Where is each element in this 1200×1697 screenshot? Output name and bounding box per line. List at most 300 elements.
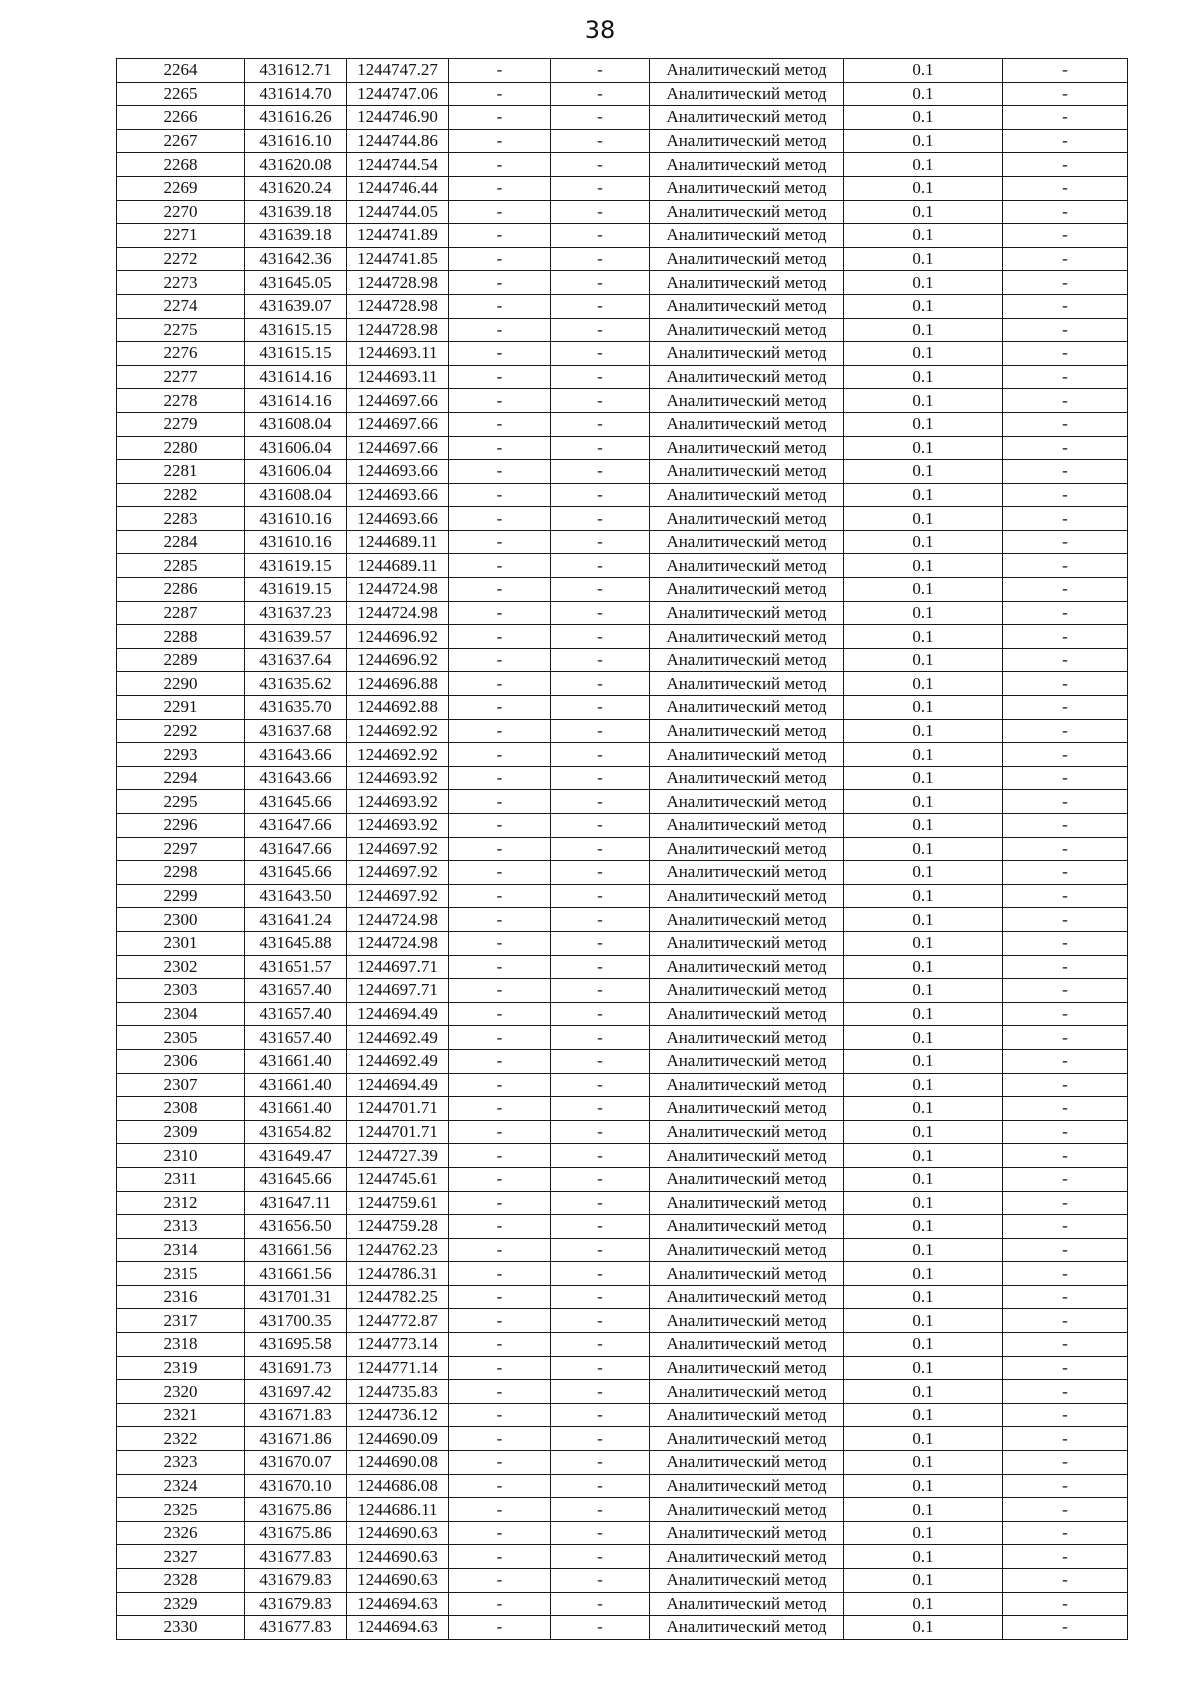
point-number-cell: 2302 bbox=[117, 955, 245, 979]
empty-cell-c: - bbox=[1003, 1262, 1128, 1286]
point-number-cell: 2264 bbox=[117, 59, 245, 83]
empty-cell-c: - bbox=[1003, 1309, 1128, 1333]
x-coordinate-cell: 431647.11 bbox=[245, 1191, 347, 1215]
method-cell: Аналитический метод bbox=[650, 1380, 844, 1404]
method-cell: Аналитический метод bbox=[650, 696, 844, 720]
x-coordinate-cell: 431645.66 bbox=[245, 1167, 347, 1191]
method-cell: Аналитический метод bbox=[650, 601, 844, 625]
empty-cell-a: - bbox=[449, 1026, 551, 1050]
accuracy-cell: 0.1 bbox=[844, 129, 1003, 153]
empty-cell-b: - bbox=[551, 719, 650, 743]
x-coordinate-cell: 431643.50 bbox=[245, 884, 347, 908]
empty-cell-b: - bbox=[551, 365, 650, 389]
y-coordinate-cell: 1244689.11 bbox=[347, 554, 449, 578]
point-number-cell: 2266 bbox=[117, 106, 245, 130]
empty-cell-c: - bbox=[1003, 672, 1128, 696]
empty-cell-c: - bbox=[1003, 176, 1128, 200]
y-coordinate-cell: 1244694.49 bbox=[347, 1002, 449, 1026]
empty-cell-a: - bbox=[449, 1498, 551, 1522]
empty-cell-a: - bbox=[449, 271, 551, 295]
point-number-cell: 2277 bbox=[117, 365, 245, 389]
y-coordinate-cell: 1244746.44 bbox=[347, 176, 449, 200]
empty-cell-c: - bbox=[1003, 129, 1128, 153]
empty-cell-c: - bbox=[1003, 1049, 1128, 1073]
accuracy-cell: 0.1 bbox=[844, 176, 1003, 200]
table-row bbox=[117, 224, 1128, 248]
method-cell: Аналитический метод bbox=[650, 1333, 844, 1357]
accuracy-cell: 0.1 bbox=[844, 1144, 1003, 1168]
accuracy-cell: 0.1 bbox=[844, 554, 1003, 578]
empty-cell-c: - bbox=[1003, 1285, 1128, 1309]
y-coordinate-cell: 1244696.92 bbox=[347, 625, 449, 649]
table-row bbox=[117, 884, 1128, 908]
empty-cell-b: - bbox=[551, 908, 650, 932]
empty-cell-c: - bbox=[1003, 82, 1128, 106]
method-cell: Аналитический метод bbox=[650, 743, 844, 767]
table-row bbox=[117, 1262, 1128, 1286]
table-row bbox=[117, 1616, 1128, 1640]
empty-cell-a: - bbox=[449, 1238, 551, 1262]
point-number-cell: 2315 bbox=[117, 1262, 245, 1286]
y-coordinate-cell: 1244692.49 bbox=[347, 1049, 449, 1073]
accuracy-cell: 0.1 bbox=[844, 1309, 1003, 1333]
empty-cell-a: - bbox=[449, 1380, 551, 1404]
empty-cell-a: - bbox=[449, 719, 551, 743]
method-cell: Аналитический метод bbox=[650, 224, 844, 248]
empty-cell-a: - bbox=[449, 247, 551, 271]
point-number-cell: 2288 bbox=[117, 625, 245, 649]
empty-cell-a: - bbox=[449, 106, 551, 130]
empty-cell-c: - bbox=[1003, 1215, 1128, 1239]
y-coordinate-cell: 1244694.49 bbox=[347, 1073, 449, 1097]
method-cell: Аналитический метод bbox=[650, 1285, 844, 1309]
empty-cell-c: - bbox=[1003, 554, 1128, 578]
y-coordinate-cell: 1244690.63 bbox=[347, 1545, 449, 1569]
table-row bbox=[117, 814, 1128, 838]
empty-cell-b: - bbox=[551, 1167, 650, 1191]
empty-cell-c: - bbox=[1003, 766, 1128, 790]
table-row bbox=[117, 1498, 1128, 1522]
accuracy-cell: 0.1 bbox=[844, 743, 1003, 767]
empty-cell-b: - bbox=[551, 1569, 650, 1593]
empty-cell-a: - bbox=[449, 365, 551, 389]
accuracy-cell: 0.1 bbox=[844, 483, 1003, 507]
empty-cell-b: - bbox=[551, 1380, 650, 1404]
empty-cell-a: - bbox=[449, 814, 551, 838]
method-cell: Аналитический метод bbox=[650, 271, 844, 295]
y-coordinate-cell: 1244746.90 bbox=[347, 106, 449, 130]
y-coordinate-cell: 1244697.71 bbox=[347, 979, 449, 1003]
empty-cell-c: - bbox=[1003, 696, 1128, 720]
x-coordinate-cell: 431615.15 bbox=[245, 342, 347, 366]
empty-cell-c: - bbox=[1003, 1356, 1128, 1380]
method-cell: Аналитический метод bbox=[650, 837, 844, 861]
empty-cell-a: - bbox=[449, 1356, 551, 1380]
empty-cell-a: - bbox=[449, 59, 551, 83]
empty-cell-c: - bbox=[1003, 436, 1128, 460]
method-cell: Аналитический метод bbox=[650, 955, 844, 979]
method-cell: Аналитический метод bbox=[650, 436, 844, 460]
empty-cell-a: - bbox=[449, 696, 551, 720]
x-coordinate-cell: 431620.24 bbox=[245, 176, 347, 200]
empty-cell-b: - bbox=[551, 436, 650, 460]
point-number-cell: 2304 bbox=[117, 1002, 245, 1026]
y-coordinate-cell: 1244728.98 bbox=[347, 318, 449, 342]
empty-cell-b: - bbox=[551, 1474, 650, 1498]
accuracy-cell: 0.1 bbox=[844, 224, 1003, 248]
empty-cell-a: - bbox=[449, 1521, 551, 1545]
point-number-cell: 2313 bbox=[117, 1215, 245, 1239]
table-row bbox=[117, 247, 1128, 271]
y-coordinate-cell: 1244759.61 bbox=[347, 1191, 449, 1215]
empty-cell-a: - bbox=[449, 884, 551, 908]
method-cell: Аналитический метод bbox=[650, 530, 844, 554]
method-cell: Аналитический метод bbox=[650, 1616, 844, 1640]
accuracy-cell: 0.1 bbox=[844, 719, 1003, 743]
x-coordinate-cell: 431614.16 bbox=[245, 365, 347, 389]
empty-cell-b: - bbox=[551, 1238, 650, 1262]
table-row bbox=[117, 861, 1128, 885]
table-row bbox=[117, 436, 1128, 460]
point-number-cell: 2279 bbox=[117, 412, 245, 436]
y-coordinate-cell: 1244762.23 bbox=[347, 1238, 449, 1262]
empty-cell-a: - bbox=[449, 176, 551, 200]
accuracy-cell: 0.1 bbox=[844, 82, 1003, 106]
accuracy-cell: 0.1 bbox=[844, 59, 1003, 83]
empty-cell-c: - bbox=[1003, 1545, 1128, 1569]
table-row bbox=[117, 743, 1128, 767]
empty-cell-c: - bbox=[1003, 1191, 1128, 1215]
method-cell: Аналитический метод bbox=[650, 247, 844, 271]
method-cell: Аналитический метод bbox=[650, 979, 844, 1003]
table-row bbox=[117, 1026, 1128, 1050]
empty-cell-a: - bbox=[449, 1191, 551, 1215]
method-cell: Аналитический метод bbox=[650, 82, 844, 106]
x-coordinate-cell: 431670.07 bbox=[245, 1451, 347, 1475]
y-coordinate-cell: 1244744.05 bbox=[347, 200, 449, 224]
point-number-cell: 2270 bbox=[117, 200, 245, 224]
empty-cell-b: - bbox=[551, 1144, 650, 1168]
y-coordinate-cell: 1244744.54 bbox=[347, 153, 449, 177]
empty-cell-a: - bbox=[449, 766, 551, 790]
y-coordinate-cell: 1244724.98 bbox=[347, 931, 449, 955]
table-row bbox=[117, 294, 1128, 318]
accuracy-cell: 0.1 bbox=[844, 790, 1003, 814]
method-cell: Аналитический метод bbox=[650, 1215, 844, 1239]
table-row bbox=[117, 1120, 1128, 1144]
x-coordinate-cell: 431647.66 bbox=[245, 837, 347, 861]
y-coordinate-cell: 1244697.71 bbox=[347, 955, 449, 979]
point-number-cell: 2268 bbox=[117, 153, 245, 177]
x-coordinate-cell: 431645.88 bbox=[245, 931, 347, 955]
empty-cell-b: - bbox=[551, 530, 650, 554]
y-coordinate-cell: 1244701.71 bbox=[347, 1097, 449, 1121]
method-cell: Аналитический метод bbox=[650, 153, 844, 177]
empty-cell-a: - bbox=[449, 389, 551, 413]
x-coordinate-cell: 431645.05 bbox=[245, 271, 347, 295]
y-coordinate-cell: 1244697.66 bbox=[347, 389, 449, 413]
empty-cell-a: - bbox=[449, 1002, 551, 1026]
method-cell: Аналитический метод bbox=[650, 294, 844, 318]
page-number: 38 bbox=[584, 16, 616, 44]
accuracy-cell: 0.1 bbox=[844, 342, 1003, 366]
point-number-cell: 2275 bbox=[117, 318, 245, 342]
empty-cell-b: - bbox=[551, 601, 650, 625]
empty-cell-a: - bbox=[449, 1262, 551, 1286]
accuracy-cell: 0.1 bbox=[844, 1026, 1003, 1050]
empty-cell-a: - bbox=[449, 743, 551, 767]
method-cell: Аналитический метод bbox=[650, 578, 844, 602]
empty-cell-a: - bbox=[449, 460, 551, 484]
empty-cell-b: - bbox=[551, 389, 650, 413]
method-cell: Аналитический метод bbox=[650, 1309, 844, 1333]
table-row bbox=[117, 483, 1128, 507]
method-cell: Аналитический метод bbox=[650, 672, 844, 696]
table-row bbox=[117, 625, 1128, 649]
accuracy-cell: 0.1 bbox=[844, 931, 1003, 955]
point-number-cell: 2309 bbox=[117, 1120, 245, 1144]
empty-cell-b: - bbox=[551, 1616, 650, 1640]
point-number-cell: 2294 bbox=[117, 766, 245, 790]
empty-cell-b: - bbox=[551, 1073, 650, 1097]
empty-cell-b: - bbox=[551, 1498, 650, 1522]
accuracy-cell: 0.1 bbox=[844, 861, 1003, 885]
empty-cell-a: - bbox=[449, 530, 551, 554]
x-coordinate-cell: 431637.64 bbox=[245, 648, 347, 672]
table-row bbox=[117, 766, 1128, 790]
table-row bbox=[117, 719, 1128, 743]
table-row bbox=[117, 530, 1128, 554]
empty-cell-c: - bbox=[1003, 294, 1128, 318]
empty-cell-b: - bbox=[551, 1545, 650, 1569]
table-row bbox=[117, 1285, 1128, 1309]
method-cell: Аналитический метод bbox=[650, 1403, 844, 1427]
empty-cell-c: - bbox=[1003, 1167, 1128, 1191]
empty-cell-a: - bbox=[449, 483, 551, 507]
empty-cell-b: - bbox=[551, 1592, 650, 1616]
x-coordinate-cell: 431642.36 bbox=[245, 247, 347, 271]
x-coordinate-cell: 431675.86 bbox=[245, 1498, 347, 1522]
method-cell: Аналитический метод bbox=[650, 365, 844, 389]
accuracy-cell: 0.1 bbox=[844, 1191, 1003, 1215]
x-coordinate-cell: 431619.15 bbox=[245, 554, 347, 578]
empty-cell-a: - bbox=[449, 1049, 551, 1073]
empty-cell-b: - bbox=[551, 554, 650, 578]
method-cell: Аналитический метод bbox=[650, 1262, 844, 1286]
method-cell: Аналитический метод bbox=[650, 342, 844, 366]
empty-cell-c: - bbox=[1003, 224, 1128, 248]
x-coordinate-cell: 431614.16 bbox=[245, 389, 347, 413]
table-row bbox=[117, 507, 1128, 531]
method-cell: Аналитический метод bbox=[650, 1097, 844, 1121]
y-coordinate-cell: 1244786.31 bbox=[347, 1262, 449, 1286]
empty-cell-b: - bbox=[551, 837, 650, 861]
table-row bbox=[117, 672, 1128, 696]
empty-cell-c: - bbox=[1003, 814, 1128, 838]
method-cell: Аналитический метод bbox=[650, 1049, 844, 1073]
empty-cell-c: - bbox=[1003, 1616, 1128, 1640]
x-coordinate-cell: 431670.10 bbox=[245, 1474, 347, 1498]
empty-cell-b: - bbox=[551, 743, 650, 767]
empty-cell-c: - bbox=[1003, 931, 1128, 955]
empty-cell-a: - bbox=[449, 1474, 551, 1498]
x-coordinate-cell: 431671.83 bbox=[245, 1403, 347, 1427]
empty-cell-a: - bbox=[449, 318, 551, 342]
y-coordinate-cell: 1244694.63 bbox=[347, 1592, 449, 1616]
empty-cell-b: - bbox=[551, 318, 650, 342]
empty-cell-c: - bbox=[1003, 1498, 1128, 1522]
accuracy-cell: 0.1 bbox=[844, 1285, 1003, 1309]
x-coordinate-cell: 431608.04 bbox=[245, 483, 347, 507]
empty-cell-c: - bbox=[1003, 790, 1128, 814]
method-cell: Аналитический метод bbox=[650, 1356, 844, 1380]
empty-cell-b: - bbox=[551, 884, 650, 908]
y-coordinate-cell: 1244747.27 bbox=[347, 59, 449, 83]
y-coordinate-cell: 1244741.89 bbox=[347, 224, 449, 248]
empty-cell-a: - bbox=[449, 436, 551, 460]
x-coordinate-cell: 431671.86 bbox=[245, 1427, 347, 1451]
empty-cell-b: - bbox=[551, 1356, 650, 1380]
y-coordinate-cell: 1244689.11 bbox=[347, 530, 449, 554]
accuracy-cell: 0.1 bbox=[844, 1427, 1003, 1451]
point-number-cell: 2284 bbox=[117, 530, 245, 554]
empty-cell-a: - bbox=[449, 1616, 551, 1640]
table-row bbox=[117, 271, 1128, 295]
empty-cell-c: - bbox=[1003, 318, 1128, 342]
method-cell: Аналитический метод bbox=[650, 1120, 844, 1144]
accuracy-cell: 0.1 bbox=[844, 294, 1003, 318]
point-number-cell: 2295 bbox=[117, 790, 245, 814]
accuracy-cell: 0.1 bbox=[844, 648, 1003, 672]
point-number-cell: 2323 bbox=[117, 1451, 245, 1475]
method-cell: Аналитический метод bbox=[650, 766, 844, 790]
x-coordinate-cell: 431641.24 bbox=[245, 908, 347, 932]
accuracy-cell: 0.1 bbox=[844, 460, 1003, 484]
empty-cell-c: - bbox=[1003, 1097, 1128, 1121]
method-cell: Аналитический метод bbox=[650, 59, 844, 83]
empty-cell-a: - bbox=[449, 1403, 551, 1427]
y-coordinate-cell: 1244692.92 bbox=[347, 743, 449, 767]
y-coordinate-cell: 1244696.88 bbox=[347, 672, 449, 696]
x-coordinate-cell: 431677.83 bbox=[245, 1545, 347, 1569]
accuracy-cell: 0.1 bbox=[844, 1002, 1003, 1026]
accuracy-cell: 0.1 bbox=[844, 1120, 1003, 1144]
accuracy-cell: 0.1 bbox=[844, 672, 1003, 696]
y-coordinate-cell: 1244701.71 bbox=[347, 1120, 449, 1144]
point-number-cell: 2328 bbox=[117, 1569, 245, 1593]
empty-cell-b: - bbox=[551, 1427, 650, 1451]
x-coordinate-cell: 431610.16 bbox=[245, 530, 347, 554]
x-coordinate-cell: 431695.58 bbox=[245, 1333, 347, 1357]
table-row bbox=[117, 389, 1128, 413]
point-number-cell: 2287 bbox=[117, 601, 245, 625]
point-number-cell: 2299 bbox=[117, 884, 245, 908]
y-coordinate-cell: 1244696.92 bbox=[347, 648, 449, 672]
empty-cell-a: - bbox=[449, 1073, 551, 1097]
accuracy-cell: 0.1 bbox=[844, 1451, 1003, 1475]
empty-cell-c: - bbox=[1003, 908, 1128, 932]
empty-cell-a: - bbox=[449, 1097, 551, 1121]
table-row bbox=[117, 1073, 1128, 1097]
method-cell: Аналитический метод bbox=[650, 931, 844, 955]
table-row bbox=[117, 460, 1128, 484]
method-cell: Аналитический метод bbox=[650, 176, 844, 200]
empty-cell-b: - bbox=[551, 247, 650, 271]
table-row bbox=[117, 200, 1128, 224]
point-number-cell: 2303 bbox=[117, 979, 245, 1003]
empty-cell-a: - bbox=[449, 554, 551, 578]
empty-cell-c: - bbox=[1003, 412, 1128, 436]
method-cell: Аналитический метод bbox=[650, 1521, 844, 1545]
accuracy-cell: 0.1 bbox=[844, 1545, 1003, 1569]
empty-cell-c: - bbox=[1003, 483, 1128, 507]
table-row bbox=[117, 129, 1128, 153]
empty-cell-a: - bbox=[449, 1285, 551, 1309]
y-coordinate-cell: 1244771.14 bbox=[347, 1356, 449, 1380]
table-row bbox=[117, 1474, 1128, 1498]
empty-cell-b: - bbox=[551, 460, 650, 484]
empty-cell-a: - bbox=[449, 342, 551, 366]
y-coordinate-cell: 1244735.83 bbox=[347, 1380, 449, 1404]
accuracy-cell: 0.1 bbox=[844, 1380, 1003, 1404]
empty-cell-a: - bbox=[449, 1309, 551, 1333]
empty-cell-a: - bbox=[449, 648, 551, 672]
empty-cell-b: - bbox=[551, 1521, 650, 1545]
empty-cell-c: - bbox=[1003, 1026, 1128, 1050]
accuracy-cell: 0.1 bbox=[844, 1333, 1003, 1357]
method-cell: Аналитический метод bbox=[650, 412, 844, 436]
table-row bbox=[117, 955, 1128, 979]
x-coordinate-cell: 431606.04 bbox=[245, 436, 347, 460]
y-coordinate-cell: 1244690.08 bbox=[347, 1451, 449, 1475]
accuracy-cell: 0.1 bbox=[844, 1498, 1003, 1522]
empty-cell-a: - bbox=[449, 578, 551, 602]
empty-cell-b: - bbox=[551, 129, 650, 153]
table-row bbox=[117, 1238, 1128, 1262]
empty-cell-b: - bbox=[551, 59, 650, 83]
empty-cell-b: - bbox=[551, 979, 650, 1003]
empty-cell-b: - bbox=[551, 1097, 650, 1121]
y-coordinate-cell: 1244693.66 bbox=[347, 460, 449, 484]
empty-cell-b: - bbox=[551, 106, 650, 130]
empty-cell-c: - bbox=[1003, 59, 1128, 83]
table-row bbox=[117, 153, 1128, 177]
empty-cell-a: - bbox=[449, 129, 551, 153]
x-coordinate-cell: 431675.86 bbox=[245, 1521, 347, 1545]
empty-cell-b: - bbox=[551, 955, 650, 979]
accuracy-cell: 0.1 bbox=[844, 1403, 1003, 1427]
table-row bbox=[117, 578, 1128, 602]
empty-cell-b: - bbox=[551, 1049, 650, 1073]
x-coordinate-cell: 431647.66 bbox=[245, 814, 347, 838]
point-number-cell: 2306 bbox=[117, 1049, 245, 1073]
accuracy-cell: 0.1 bbox=[844, 389, 1003, 413]
y-coordinate-cell: 1244690.63 bbox=[347, 1569, 449, 1593]
x-coordinate-cell: 431661.40 bbox=[245, 1073, 347, 1097]
table-body bbox=[117, 59, 1128, 1640]
empty-cell-a: - bbox=[449, 979, 551, 1003]
x-coordinate-cell: 431697.42 bbox=[245, 1380, 347, 1404]
empty-cell-c: - bbox=[1003, 342, 1128, 366]
empty-cell-c: - bbox=[1003, 530, 1128, 554]
method-cell: Аналитический метод bbox=[650, 1569, 844, 1593]
table-row bbox=[117, 1333, 1128, 1357]
method-cell: Аналитический метод bbox=[650, 1427, 844, 1451]
empty-cell-c: - bbox=[1003, 460, 1128, 484]
x-coordinate-cell: 431701.31 bbox=[245, 1285, 347, 1309]
y-coordinate-cell: 1244694.63 bbox=[347, 1616, 449, 1640]
y-coordinate-cell: 1244736.12 bbox=[347, 1403, 449, 1427]
